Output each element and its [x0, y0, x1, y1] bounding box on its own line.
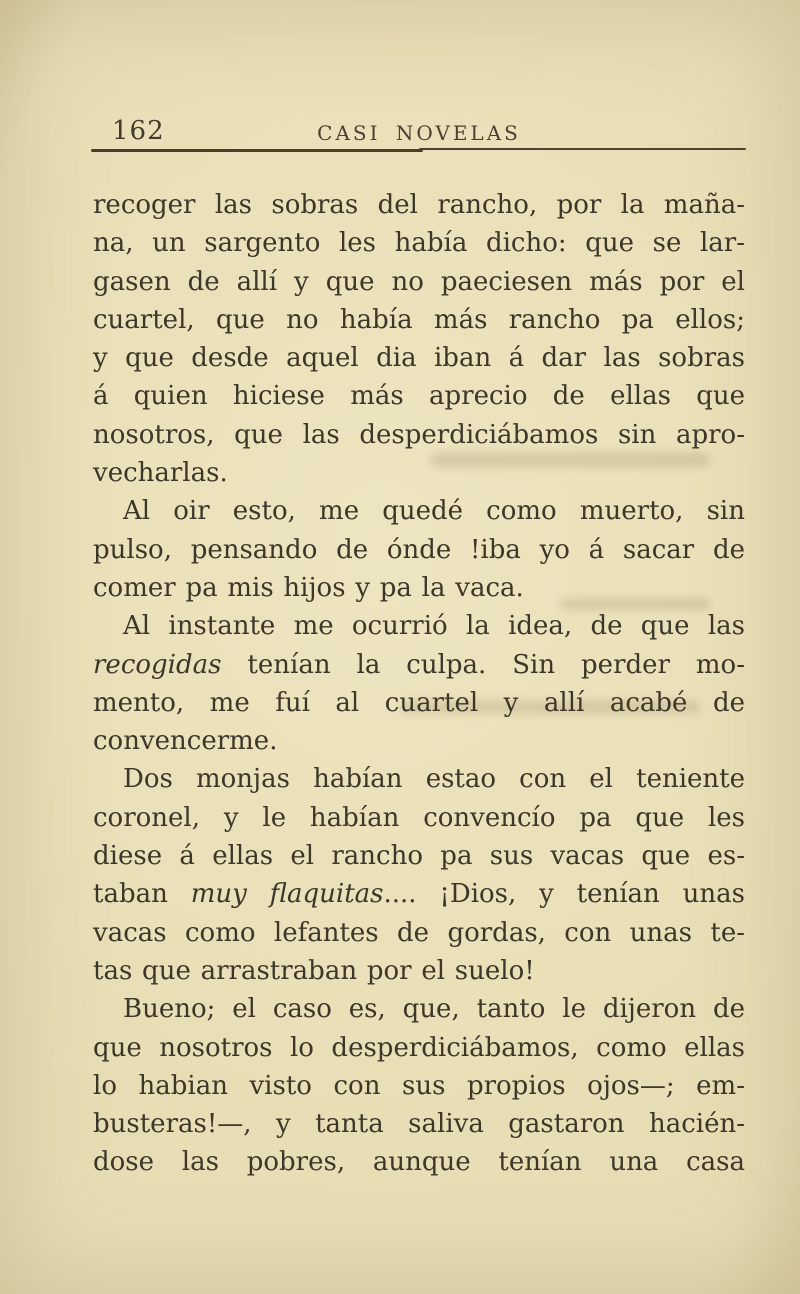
- text-line: [93, 301, 745, 339]
- roman-text: convencerme.: [93, 726, 278, 757]
- roman-text: recoger las sobras del rancho, por la maña-: [93, 190, 745, 220]
- text-line: [93, 1029, 745, 1067]
- roman-text: Al instante me ocurrió la idea, de que las: [123, 611, 745, 642]
- italic-text: recogidas: [93, 649, 222, 680]
- roman-text: taban: [93, 879, 191, 910]
- roman-text: cuartel, que no había más rancho pa ellos;: [93, 304, 745, 335]
- text-line: [93, 416, 745, 454]
- roman-text: lo habian visto con sus propios ojos—; em-: [93, 1070, 745, 1101]
- roman-text: .... ¡Dios, y tenían unas: [383, 879, 745, 910]
- roman-text: coronel, y le habían convencío pa que les: [93, 802, 745, 833]
- text-line: [93, 799, 745, 837]
- roman-text: y que desde aquel dia iban á dar las sobras: [93, 343, 745, 374]
- roman-text: vecharlas.: [93, 458, 228, 489]
- text-line: [93, 377, 745, 415]
- text-line: [93, 1067, 745, 1105]
- roman-text: gasen de allí y que no paeciesen más por el: [93, 266, 745, 297]
- text-line: [93, 1143, 745, 1181]
- text-line: [93, 722, 745, 760]
- text-line: [93, 646, 745, 684]
- roman-text: Bueno; el caso es, que, tanto le dijeron de: [123, 994, 745, 1025]
- roman-text: Dos monjas habían estao con el teniente: [123, 764, 745, 795]
- roman-text: busteras!—, y tanta saliva gastaron hacién-: [93, 1109, 745, 1140]
- roman-text: que nosotros lo desperdiciábamos, como ellas: [93, 1032, 745, 1063]
- roman-text: dose las pobres, aunque tenían una casa: [93, 1147, 745, 1178]
- text-line: [93, 263, 745, 301]
- text-line: [93, 224, 745, 262]
- text-line: [93, 186, 745, 224]
- roman-text: vacas como lefantes de gordas, con unas te-: [93, 917, 745, 948]
- roman-text: Al oir esto, me quedé como muerto, sin: [123, 496, 745, 527]
- text-line: [93, 914, 745, 952]
- text-line: [93, 952, 745, 990]
- text-line: [93, 339, 745, 377]
- roman-text: á quien hiciese más aprecio de ellas que: [93, 381, 745, 412]
- text-line: [93, 1105, 745, 1143]
- paragraph: [93, 186, 745, 492]
- running-title: CASI NOVELAS: [317, 121, 521, 145]
- text-block: [93, 186, 745, 1182]
- paragraph: [93, 492, 745, 607]
- page-number: 162: [112, 116, 165, 146]
- roman-text: tenían la culpa. Sin perder mo-: [221, 649, 745, 680]
- header-rule-left: [91, 149, 423, 152]
- paragraph: [93, 607, 745, 760]
- italic-text: muy flaquitas: [190, 879, 384, 910]
- text-line: [93, 760, 745, 798]
- roman-text: mento, me fuí al cuartel y allí acabé de: [93, 687, 745, 718]
- text-line: [93, 454, 745, 492]
- text-line: [93, 607, 745, 645]
- text-line: [93, 684, 745, 722]
- roman-text: na, un sargento les había dicho: que se lar-: [93, 228, 745, 259]
- text-line: [93, 492, 745, 530]
- text-line: [93, 990, 745, 1028]
- roman-text: pulso, pensando de ónde !iba yo á sacar de: [93, 534, 745, 565]
- paragraph: [93, 990, 745, 1181]
- roman-text: diese á ellas el rancho pa sus vacas que es-: [93, 841, 745, 872]
- roman-text: nosotros, que las desperdiciábamos sin apro-: [93, 419, 745, 450]
- roman-text: tas que arrastraban por el suelo!: [93, 955, 535, 986]
- text-line: [93, 875, 745, 913]
- roman-text: comer pa mis hijos y pa la vaca.: [93, 572, 524, 603]
- text-line: [93, 837, 745, 875]
- text-line: [93, 531, 745, 569]
- text-line: [93, 569, 745, 607]
- header-rule-right: [419, 148, 746, 150]
- paragraph: [93, 760, 745, 990]
